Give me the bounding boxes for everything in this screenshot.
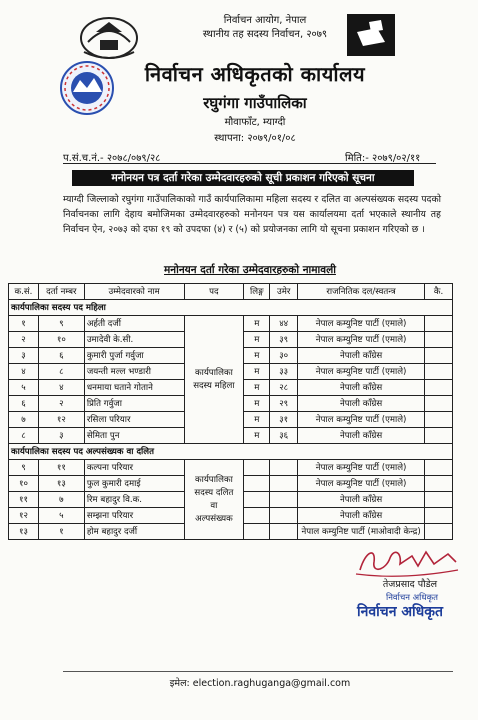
table-row	[9, 316, 453, 332]
cell-reg-no: १३	[38, 476, 84, 492]
cell-party: नेपाल कम्युनिष्ट पार्टी (माओवादी केन्द्र)	[298, 524, 425, 540]
cell-serial: ३	[9, 348, 39, 364]
cell-remarks	[425, 380, 453, 396]
municipality-logo-icon	[58, 58, 116, 118]
cell-reg-no: १	[38, 524, 84, 540]
footer-divider	[63, 671, 453, 672]
header-remarks: कै.	[425, 284, 453, 300]
cell-name: जयन्ती मल्ल भण्डारी	[84, 364, 184, 380]
header-name: उम्मेदवारको नाम	[84, 284, 184, 300]
section-row	[9, 444, 453, 460]
cell-party: नेपाल कम्युनिष्ट पार्टी (एमाले)	[298, 332, 425, 348]
cell-age: ३६	[270, 428, 298, 444]
notice-date: मिति:- २०७९/०२/११	[345, 153, 421, 164]
cell-name: कुमारी पुर्जा गर्वुजा	[84, 348, 184, 364]
cell-gender: म	[244, 316, 270, 332]
cell-remarks	[425, 476, 453, 492]
header-gender: लिङ्ग	[244, 284, 270, 300]
cell-age	[270, 460, 298, 476]
cell-party: नेपाली काँग्रेस	[298, 508, 425, 524]
header-divider	[63, 163, 436, 164]
cell-age: २९	[270, 396, 298, 412]
cell-serial: ७	[9, 412, 39, 428]
cell-reg-no: १२	[38, 412, 84, 428]
cell-name: सम्झना परियार	[84, 508, 184, 524]
cell-remarks	[425, 348, 453, 364]
cell-reg-no: ७	[38, 492, 84, 508]
cell-serial: ४	[9, 364, 39, 380]
section-label: कार्यपालिका सदस्य पद अल्पसंख्यक वा दलित	[9, 444, 453, 460]
cell-remarks	[425, 460, 453, 476]
cell-post: कार्यपालिका सदस्य महिला	[184, 316, 244, 444]
cell-age	[270, 492, 298, 508]
nepal-emblem-icon	[78, 12, 140, 60]
cell-name: रसिला परियार	[84, 412, 184, 428]
cell-gender	[244, 508, 270, 524]
cell-serial: ८	[9, 428, 39, 444]
cell-reg-no: ३	[38, 428, 84, 444]
municipality-name: रघुगंगा गाउँपालिका	[203, 94, 307, 112]
stamp-text-small: निर्वाचन अधिकृत	[386, 593, 438, 603]
cell-name: सेमिता पुन	[84, 428, 184, 444]
cell-party: नेपाली काँग्रेस	[298, 492, 425, 508]
cell-name: फुल कुमारी दमाई	[84, 476, 184, 492]
cell-age	[270, 476, 298, 492]
cell-gender: म	[244, 332, 270, 348]
established-date: स्थापना: २०७९/०१/०८	[214, 133, 296, 144]
cell-gender: म	[244, 396, 270, 412]
cell-serial: ५	[9, 380, 39, 396]
cell-remarks	[425, 508, 453, 524]
cell-name: कल्पना परियार	[84, 460, 184, 476]
table-header-row	[9, 284, 453, 300]
cell-gender: म	[244, 412, 270, 428]
cell-name: धनमाया घताने गोताने	[84, 380, 184, 396]
cell-party: नेपाल कम्युनिष्ट पार्टी (एमाले)	[298, 364, 425, 380]
cell-gender: म	[244, 428, 270, 444]
cell-reg-no: ८	[38, 364, 84, 380]
cell-age	[270, 508, 298, 524]
reference-number: प.सं.च.नं.- २०७८/०७९/२८	[63, 153, 161, 164]
post-line: सदस्य दलित	[194, 487, 234, 498]
office-title: निर्वाचन अधिकृतको कार्यालय	[144, 62, 366, 86]
cell-gender	[244, 476, 270, 492]
cell-name: रिम बहादुर वि.क.	[84, 492, 184, 508]
cell-age	[270, 524, 298, 540]
cell-reg-no: ९	[38, 316, 84, 332]
cell-remarks	[425, 492, 453, 508]
cell-age: ३०	[270, 348, 298, 364]
cell-reg-no: १०	[38, 332, 84, 348]
cell-gender: म	[244, 364, 270, 380]
cell-remarks	[425, 364, 453, 380]
post-line: कार्यपालिका	[195, 474, 233, 485]
cell-gender	[244, 492, 270, 508]
cell-party: नेपाली काँग्रेस	[298, 396, 425, 412]
cell-reg-no: ४	[38, 380, 84, 396]
cell-reg-no: २	[38, 396, 84, 412]
cell-reg-no: ६	[38, 348, 84, 364]
cell-serial: ९	[9, 460, 39, 476]
cell-party: नेपाल कम्युनिष्ट पार्टी (एमाले)	[298, 316, 425, 332]
header-post: पद	[184, 284, 244, 300]
cell-name: उमादेवी के.सी.	[84, 332, 184, 348]
header-age: उमेर	[270, 284, 298, 300]
cell-reg-no: ५	[38, 508, 84, 524]
candidates-table	[8, 283, 453, 540]
cell-serial: १०	[9, 476, 39, 492]
cell-party: नेपाली काँग्रेस	[298, 348, 425, 364]
post-line: वा	[210, 500, 218, 511]
cell-serial: १	[9, 316, 39, 332]
commission-heading	[150, 14, 380, 42]
cell-name: प्रिति गर्वुजा	[84, 396, 184, 412]
header-serial: क.सं.	[9, 284, 39, 300]
commission-name: निर्वाचन आयोग, नेपाल	[223, 15, 307, 26]
cell-remarks	[425, 396, 453, 412]
cell-age: ३९	[270, 332, 298, 348]
post-line: अल्पसंख्यक	[195, 513, 233, 524]
header-reg-no: दर्ता नम्बर	[38, 284, 84, 300]
notice-title: मनोनयन पत्र दर्ता गरेका उम्मेदवारहरुको सूची प्रकाशन गरिएको सूचना	[72, 170, 414, 186]
cell-age: २८	[270, 380, 298, 396]
section-label: कार्यपालिका सदस्य पद महिला	[9, 300, 453, 316]
cell-serial: ११	[9, 492, 39, 508]
cell-name: अर्हती दर्जी	[84, 316, 184, 332]
cell-party: नेपाली काँग्रेस	[298, 380, 425, 396]
contact-email: इमेल: election.raghuganga@gmail.com	[169, 678, 351, 689]
cell-party: नेपाल कम्युनिष्ट पार्टी (एमाले)	[298, 412, 425, 428]
signer-name: तेजप्रसाद पौडेल	[382, 579, 438, 590]
stamp-text: निर्वाचन अधिकृत	[357, 604, 444, 620]
table-row	[9, 460, 453, 476]
cell-age: ३३	[270, 364, 298, 380]
cell-age: ३१	[270, 412, 298, 428]
cell-serial: १२	[9, 508, 39, 524]
cell-party: नेपाली काँग्रेस	[298, 428, 425, 444]
cell-gender	[244, 460, 270, 476]
cell-remarks	[425, 428, 453, 444]
cell-party: नेपाल कम्युनिष्ट पार्टी (एमाले)	[298, 460, 425, 476]
cell-serial: ६	[9, 396, 39, 412]
signature-icon	[352, 540, 462, 580]
cell-gender: म	[244, 348, 270, 364]
cell-remarks	[425, 524, 453, 540]
cell-age: ४४	[270, 316, 298, 332]
cell-gender	[244, 524, 270, 540]
table-title: मनोनयन दर्ता गरेका उम्मेदवारहरुको नामावली	[164, 264, 336, 276]
cell-remarks	[425, 316, 453, 332]
notice-body: म्याग्दी जिल्लाको रघुगंगा गाउँपालिकाको गाउँ कार्यपालिकामा महिला सदस्य र दलित वा अल्पसंख्यक सदस्य पदको निर्वाचनका लागि देहाय बमोजिमका उम्मेदवारहरुको मनोनयन पत्र यस कार्यालयमा दर्ता भएकाले स्थानीय तह निर्वाचन ऐन, २०७३ को दफा १९ को उपदफा (४) र (५) को प्रयोजनका लागि यो सूचना प्रकाशन गरिएको छ ।	[63, 194, 441, 235]
cell-serial: १३	[9, 524, 39, 540]
election-name: स्थानीय तह सदस्य निर्वाचन, २०७९	[202, 29, 328, 40]
cell-reg-no: ११	[38, 460, 84, 476]
cell-post	[184, 460, 244, 540]
header-party: राजनितिक दल/स्वतन्त्र	[298, 284, 425, 300]
cell-serial: २	[9, 332, 39, 348]
cell-name: होम बहादुर दर्जी	[84, 524, 184, 540]
cell-remarks	[425, 332, 453, 348]
section-row	[9, 300, 453, 316]
cell-gender: म	[244, 380, 270, 396]
office-address: मौवाफाँट, म्याग्दी	[224, 117, 286, 128]
cell-party: नेपाल कम्युनिष्ट पार्टी (एमाले)	[298, 476, 425, 492]
cell-remarks	[425, 412, 453, 428]
